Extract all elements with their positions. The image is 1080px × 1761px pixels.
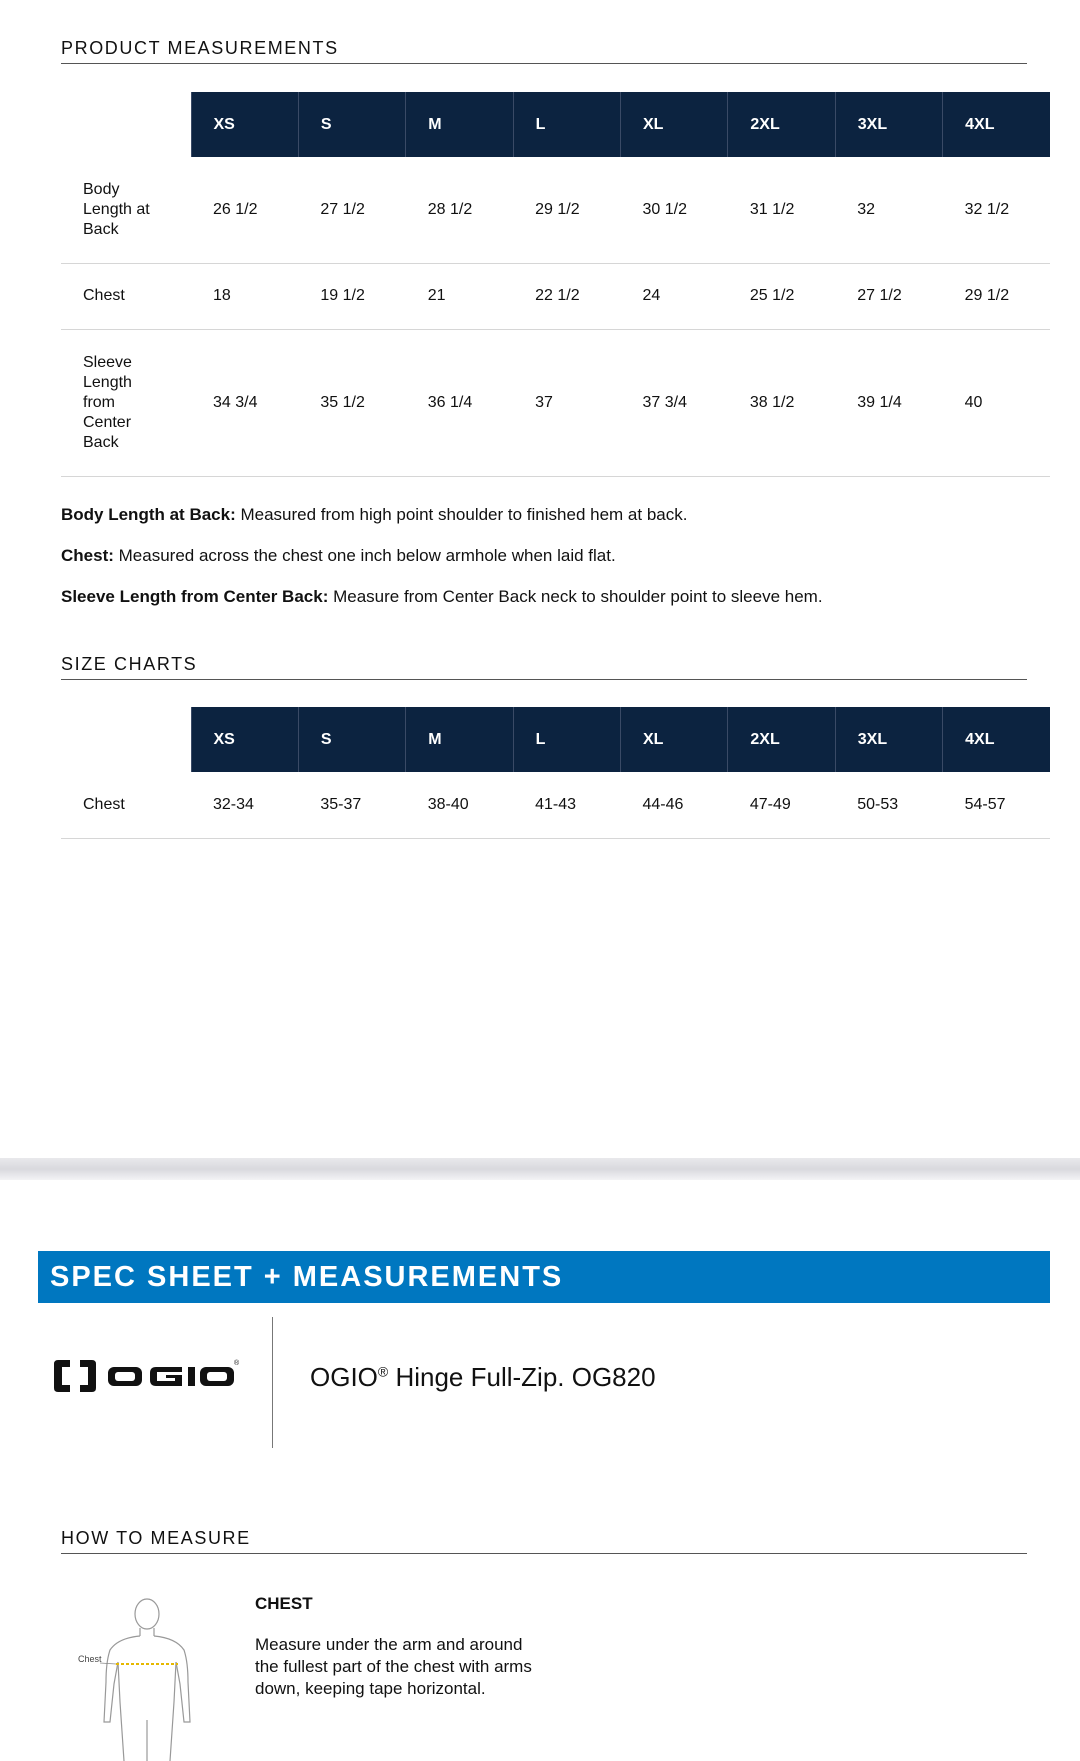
size-header-row bbox=[61, 92, 1050, 157]
registered-mark: ® bbox=[377, 1363, 389, 1380]
definition-text: Measure from Center Back neck to shoulder point to sleeve hem. bbox=[328, 587, 823, 606]
table-cell: 32 1/2 bbox=[943, 157, 1050, 263]
table-row bbox=[61, 772, 1050, 838]
table-cell: 27 1/2 bbox=[835, 263, 942, 329]
table-cell: 32 bbox=[835, 157, 942, 263]
product-measurements-title: PRODUCT MEASUREMENTS bbox=[61, 38, 1027, 64]
table-cell: 37 3/4 bbox=[621, 329, 728, 476]
table-cell: 44-46 bbox=[621, 772, 728, 838]
table-row bbox=[61, 329, 1050, 476]
definition-line bbox=[61, 535, 823, 576]
row-label-line: Chest bbox=[83, 287, 125, 304]
size-header-4xl: 4XL bbox=[943, 707, 1050, 772]
spec-sheet-banner: SPEC SHEET + MEASUREMENTS bbox=[38, 1251, 1050, 1303]
row-label bbox=[61, 157, 191, 263]
size-header-2xl: 2XL bbox=[728, 707, 835, 772]
row-label bbox=[61, 263, 191, 329]
table-cell: 35-37 bbox=[298, 772, 405, 838]
table-cell: 30 1/2 bbox=[621, 157, 728, 263]
size-header-xs: XS bbox=[191, 707, 298, 772]
row-label-line: Back bbox=[83, 220, 119, 238]
table-cell: 18 bbox=[191, 263, 298, 329]
svg-text:®: ® bbox=[234, 1360, 240, 1367]
row-label-line: Center bbox=[83, 413, 132, 431]
product-brand: OGIO bbox=[310, 1362, 378, 1392]
table-cell: 37 bbox=[513, 329, 620, 476]
row-label-line: Sleeve bbox=[83, 353, 132, 371]
ogio-logo-icon bbox=[50, 1356, 240, 1396]
size-header-m: M bbox=[406, 707, 513, 772]
table-cell: 41-43 bbox=[513, 772, 620, 838]
measurement-definitions bbox=[61, 494, 823, 617]
table-cell: 47-49 bbox=[728, 772, 835, 838]
table-cell: 36 1/4 bbox=[406, 329, 513, 476]
table-row bbox=[61, 157, 1050, 263]
size-header-3xl: 3XL bbox=[835, 92, 942, 157]
definition-line bbox=[61, 576, 823, 617]
page-divider bbox=[0, 1158, 1080, 1180]
table-cell: 21 bbox=[406, 263, 513, 329]
chest-heading: CHEST bbox=[255, 1594, 313, 1613]
how-to-measure-title: HOW TO MEASURE bbox=[61, 1528, 1027, 1554]
size-header-3xl: 3XL bbox=[835, 707, 942, 772]
table-corner bbox=[61, 707, 191, 772]
definition-line bbox=[61, 494, 823, 535]
size-charts-table bbox=[61, 707, 1050, 839]
table-cell: 31 1/2 bbox=[728, 157, 835, 263]
table-cell: 24 bbox=[621, 263, 728, 329]
size-header-xs: XS bbox=[191, 92, 298, 157]
product-title: Hinge Full-Zip. OG820 bbox=[388, 1362, 656, 1392]
table-cell: 38-40 bbox=[406, 772, 513, 838]
table-cell: 50-53 bbox=[835, 772, 942, 838]
row-label-line: from bbox=[83, 393, 115, 411]
row-label-line: Length bbox=[83, 373, 132, 391]
size-header-l: L bbox=[513, 92, 620, 157]
size-header-s: S bbox=[298, 707, 405, 772]
row-label-line: Length at bbox=[83, 200, 150, 218]
table-cell: 32-34 bbox=[191, 772, 298, 838]
body-figure-icon bbox=[70, 1592, 220, 1761]
table-cell: 40 bbox=[943, 329, 1050, 476]
table-row bbox=[61, 263, 1050, 329]
table-cell: 54-57 bbox=[943, 772, 1050, 838]
table-cell: 38 1/2 bbox=[728, 329, 835, 476]
product-measurements-table bbox=[61, 92, 1050, 477]
definition-term: Sleeve Length from Center Back: bbox=[61, 587, 329, 606]
table-cell: 26 1/2 bbox=[191, 157, 298, 263]
figure-chest-label: Chest bbox=[78, 1654, 102, 1664]
definition-text: Measured from high point shoulder to finished hem at back. bbox=[235, 505, 688, 524]
table-cell: 25 1/2 bbox=[728, 263, 835, 329]
size-header-row bbox=[61, 707, 1050, 772]
ogio-logo bbox=[50, 1356, 240, 1396]
table-cell: 29 1/2 bbox=[943, 263, 1050, 329]
table-cell: 34 3/4 bbox=[191, 329, 298, 476]
table-cell: 27 1/2 bbox=[298, 157, 405, 263]
definition-text: Measured across the chest one inch below armhole when laid flat. bbox=[113, 546, 616, 565]
size-header-l: L bbox=[513, 707, 620, 772]
body-figure bbox=[70, 1592, 220, 1761]
logo-divider bbox=[272, 1317, 273, 1448]
definition-term: Chest: bbox=[61, 546, 114, 565]
row-label-line: Back bbox=[83, 433, 119, 451]
table-corner bbox=[61, 92, 191, 157]
definition-term: Body Length at Back: bbox=[61, 505, 236, 524]
table-cell: 19 1/2 bbox=[298, 263, 405, 329]
table-cell: 39 1/4 bbox=[835, 329, 942, 476]
size-header-xl: XL bbox=[621, 92, 728, 157]
size-header-s: S bbox=[298, 92, 405, 157]
product-name bbox=[310, 1362, 656, 1393]
size-header-m: M bbox=[406, 92, 513, 157]
table-cell: 22 1/2 bbox=[513, 263, 620, 329]
row-label-line: Body bbox=[83, 180, 120, 198]
row-label bbox=[61, 772, 191, 838]
chest-instructions: Measure under the arm and around the fullest part of the chest with arms down, keeping tape horizontal. bbox=[255, 1635, 532, 1698]
table-cell: 29 1/2 bbox=[513, 157, 620, 263]
table-cell: 35 1/2 bbox=[298, 329, 405, 476]
table-cell: 28 1/2 bbox=[406, 157, 513, 263]
size-charts-title: SIZE CHARTS bbox=[61, 654, 1027, 680]
size-header-4xl: 4XL bbox=[943, 92, 1050, 157]
row-label-line: Chest bbox=[83, 795, 125, 813]
row-label bbox=[61, 329, 191, 476]
size-header-2xl: 2XL bbox=[728, 92, 835, 157]
size-header-xl: XL bbox=[621, 707, 728, 772]
